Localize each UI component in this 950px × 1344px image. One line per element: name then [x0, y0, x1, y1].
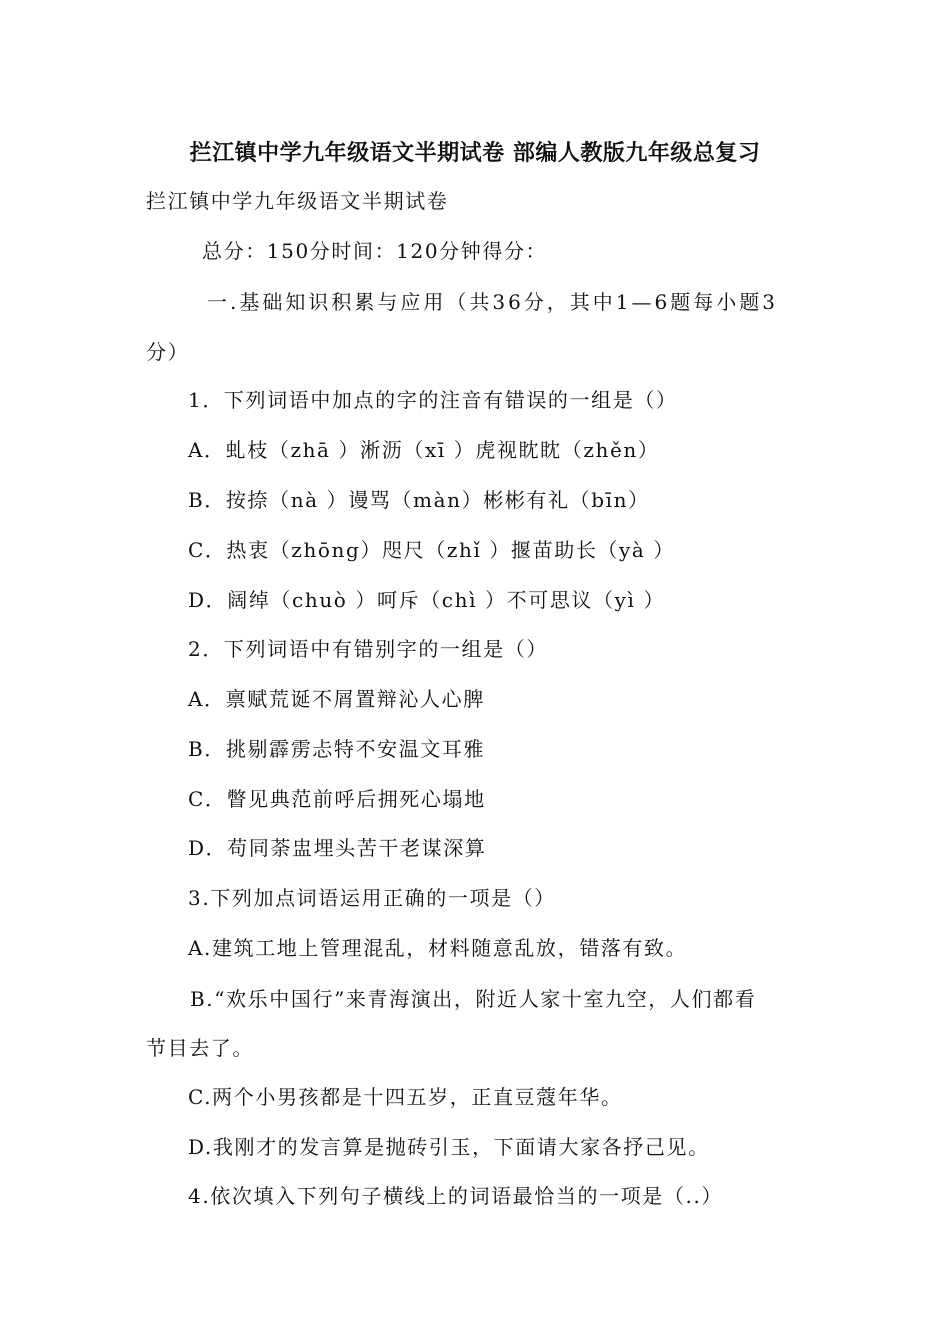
q1-option-a: A．虬枝（zhā ）淅沥（xī ）虎视眈眈（zhěn）	[188, 438, 660, 462]
question-4: 4.依次填入下列句子横线上的词语最恰当的一项是（..）	[188, 1184, 723, 1208]
q3-option-c: C.两个小男孩都是十四五岁，正直豆蔻年华。	[188, 1085, 623, 1109]
q2-option-d: D．苟同荼盅埋头苦干老谋深算	[188, 836, 487, 860]
score-line: 总分：150分时间：120分钟得分：	[202, 239, 548, 263]
question-1: 1．下列词语中加点的字的注音有错误的一组是（）	[188, 388, 678, 412]
q1-option-c: C．热衷（zhōng）咫尺（zhǐ ）揠苗助长（yà ）	[188, 538, 675, 562]
q1-option-b: B．按捺（nà ）谩骂（màn）彬彬有礼（bīn）	[188, 488, 650, 512]
q3-option-d: D.我刚才的发言算是抛砖引玉，下面请大家各抒己见。	[188, 1135, 710, 1159]
q3-option-b: B.“欢乐中国行”来青海演出，附近人家十室九空，人们都看	[190, 987, 757, 1011]
q3-option-b-cont: 节目去了。	[146, 1036, 254, 1060]
q2-option-a: A．禀赋荒诞不屑置辩沁人心脾	[188, 687, 485, 711]
q1-option-d: D．阔绰（chuò ）呵斥（chì ）不可思议（yì ）	[188, 588, 666, 612]
q3-option-a: A.建筑工地上管理混乱，材料随意乱放，错落有致。	[188, 936, 688, 960]
question-3: 3.下列加点词语运用正确的一项是（）	[188, 886, 556, 910]
section-heading: 一.基础知识积累与应用（共36分，其中1—6题每小题3	[207, 290, 778, 314]
section-heading-cont: 分）	[146, 340, 190, 364]
page-title: 拦江镇中学九年级语文半期试卷 部编人教版九年级总复习	[189, 141, 761, 166]
subtitle: 拦江镇中学九年级语文半期试卷	[146, 189, 449, 213]
question-2: 2．下列词语中有错别字的一组是（）	[188, 637, 548, 661]
q2-option-c: C．瞥见典范前呼后拥死心塌地	[188, 787, 486, 811]
q2-option-b: B．挑剔霹雳忐特不安温文耳雅	[188, 737, 486, 761]
